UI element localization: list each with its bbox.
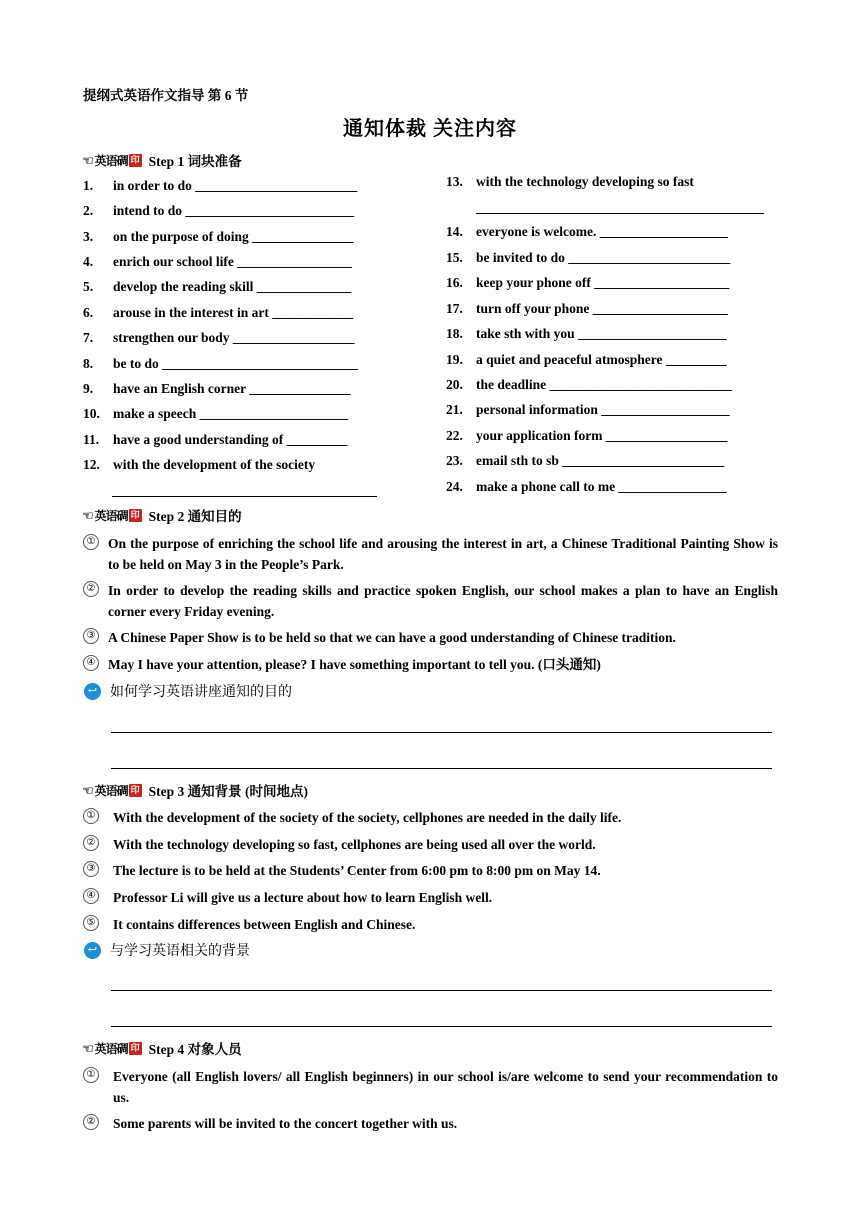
- step1-heading: [82, 150, 242, 170]
- vocab-item: 5. develop the reading skill ______________: [83, 279, 352, 294]
- lesson-subtitle: 提纲式英语作文指导 第 6 节: [83, 88, 249, 103]
- vocab-item: 17. turn off your phone ____________________: [446, 301, 728, 316]
- vocab-item: 2. intend to do _________________________: [83, 203, 355, 218]
- step2-label: Step 2 通知目的: [148, 509, 242, 524]
- step1-label: Step 1 词块准备: [148, 154, 242, 169]
- vocab-item: 7. strengthen our body __________________: [83, 330, 355, 345]
- brand-logo-icon: ☜ 英语碉 印: [82, 1040, 140, 1056]
- vocab-item: 8. be to do _____________________________: [83, 356, 358, 371]
- example-sentence: ② Some parents will be invited to the concert together with us.: [83, 1113, 778, 1134]
- vocab-item: 16. keep your phone off ____________________: [446, 275, 730, 290]
- vocab-item: 23. email sth to sb ________________________: [446, 453, 725, 468]
- example-sentence: ① On the purpose of enriching the school life and arousing the interest in art, a Chinese Traditional Painting Show is to be held on May 3 in the People’s Park.: [83, 533, 778, 575]
- vocab-item: 10. make a speech ______________________: [83, 406, 349, 421]
- writing-task: [84, 681, 292, 701]
- writing-task: [84, 940, 250, 960]
- step4-label: Step 4 对象人员: [148, 1042, 242, 1057]
- task-prompt: 如何学习英语讲座通知的目的: [110, 685, 292, 700]
- example-sentence: ② With the technology developing so fast, cellphones are being used all over the world.: [83, 834, 778, 855]
- vocab-item: 21. personal information ___________________: [446, 402, 730, 417]
- answer-line[interactable]: [111, 990, 772, 991]
- brand-logo-icon: ☜ 英语碉 印: [82, 782, 140, 798]
- vocab-item: 15. be invited to do ________________________: [446, 250, 731, 265]
- answer-line[interactable]: [111, 1026, 772, 1027]
- vocab-item: 1. in order to do ________________________: [83, 178, 358, 193]
- brand-logo-icon: ☜ 英语碉 印: [82, 152, 140, 168]
- answer-line[interactable]: [111, 732, 772, 733]
- vocab-item: 4. enrich our school life _________________: [83, 254, 352, 269]
- answer-blank[interactable]: [112, 496, 377, 497]
- vocab-item: 6. arouse in the interest in art ____________: [83, 305, 354, 320]
- vocab-item: 18. take sth with you ______________________: [446, 326, 727, 341]
- example-sentence: ② In order to develop the reading skills and practice spoken English, our school makes a plan to have an English corner every Friday evening.: [83, 580, 778, 622]
- step2-heading: [82, 505, 242, 525]
- example-sentence: ④ May I have your attention, please? I have something important to tell you. (口头通知): [83, 654, 778, 675]
- vocab-item: 20. the deadline ___________________________: [446, 377, 732, 392]
- example-sentence: ⑤ It contains differences between English and Chinese.: [83, 914, 778, 935]
- example-sentence: ① With the development of the society of the society, cellphones are needed in the daily life.: [83, 807, 778, 828]
- answer-blank[interactable]: [476, 213, 764, 214]
- vocab-item: 13. with the technology developing so fast: [446, 174, 694, 189]
- vocab-item: 22. your application form __________________: [446, 428, 728, 443]
- step4-heading: [82, 1038, 242, 1058]
- brand-logo-icon: ☜ 英语碉 印: [82, 507, 140, 523]
- pencil-task-icon: ↩: [84, 683, 101, 700]
- step3-label: Step 3 通知背景 (时间地点): [148, 784, 309, 799]
- example-sentence: ① Everyone (all English lovers/ all English beginners) in our school is/are welcome to send your recommendation to us.: [83, 1066, 778, 1108]
- answer-line[interactable]: [111, 768, 772, 769]
- example-sentence: ③ The lecture is to be held at the Students’ Center from 6:00 pm to 8:00 pm on May 14.: [83, 860, 778, 881]
- vocab-item: 19. a quiet and peaceful atmosphere _________: [446, 352, 727, 367]
- step3-heading: [82, 780, 308, 800]
- vocab-item: 3. on the purpose of doing _______________: [83, 229, 354, 244]
- page-title: 通知体裁 关注内容: [343, 118, 517, 140]
- vocab-item: 24. make a phone call to me ________________: [446, 479, 727, 494]
- example-sentence: ④ Professor Li will give us a lecture about how to learn English well.: [83, 887, 778, 908]
- pencil-task-icon: ↩: [84, 942, 101, 959]
- vocab-item: 12. with the development of the society: [83, 457, 316, 472]
- vocab-item: 11. have a good understanding of _________: [83, 432, 348, 447]
- task-prompt: 与学习英语相关的背景: [110, 944, 250, 959]
- example-sentence: ③ A Chinese Paper Show is to be held so that we can have a good understanding of Chinese tradition.: [83, 627, 778, 648]
- vocab-item: 9. have an English corner _______________: [83, 381, 351, 396]
- vocab-item: 14. everyone is welcome. ___________________: [446, 224, 728, 239]
